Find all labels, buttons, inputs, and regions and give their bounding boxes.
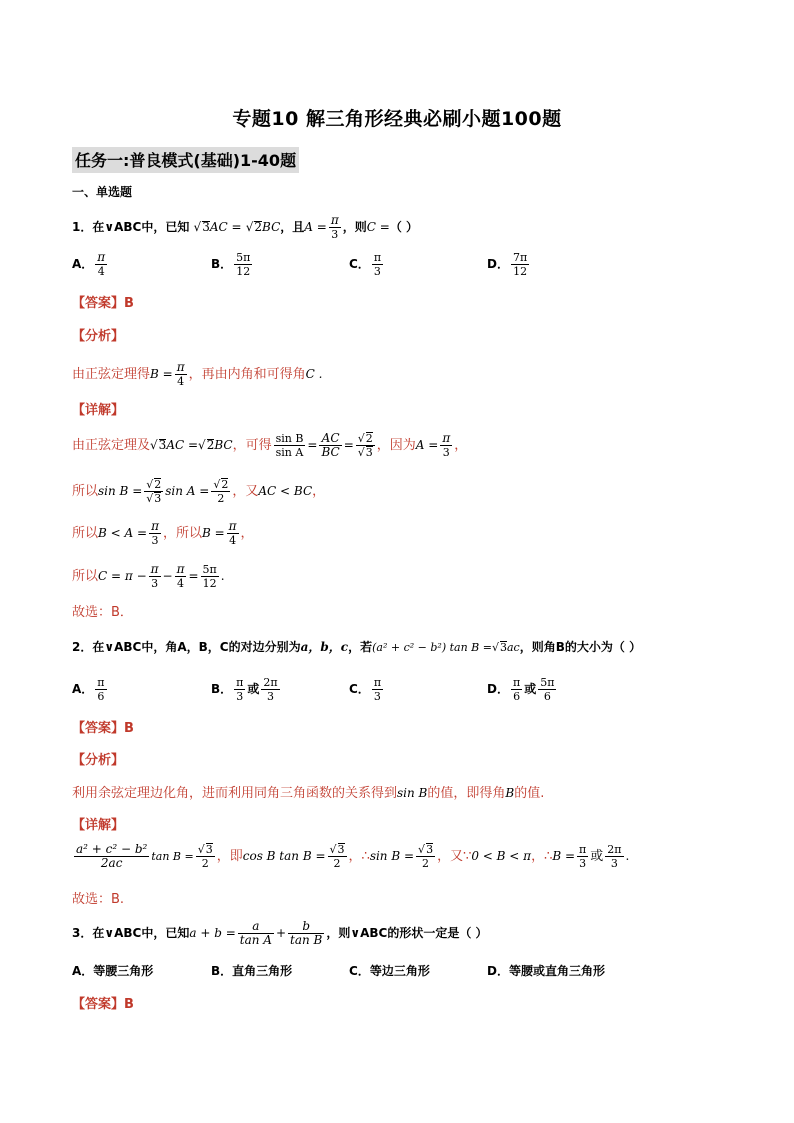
q2-analysis-text: 利用余弦定理边化角，进而利用同角三角函数的关系得到sin B的值，即得角B的值. bbox=[72, 786, 545, 801]
q1-option-b[interactable]: B． $\frac{5\pi}{12}$ bbox=[211, 251, 251, 278]
q1-option-c[interactable]: C． $\frac{\pi}{3}$ bbox=[349, 251, 382, 278]
q1-option-a[interactable]: A． $\frac{\pi}{4}$ bbox=[72, 250, 106, 278]
q3-option-c[interactable]: C．等边三角形 bbox=[349, 964, 430, 978]
fraction: $\frac{\pi}{3}$ bbox=[330, 213, 339, 241]
q3-option-a[interactable]: A．等腰三角形 bbox=[72, 964, 154, 978]
q1-conclusion: 故选：B． bbox=[72, 605, 133, 620]
page-title: 专题10 解三角形经典必刷小题100题 bbox=[232, 108, 562, 130]
q1-detail-label: 【详解】 bbox=[72, 403, 125, 418]
q1-analysis-label: 【分析】 bbox=[72, 329, 125, 344]
q2-option-b[interactable]: B． $\frac{\pi}{3}$ 或 $\frac{2\pi}{3}$ bbox=[211, 676, 278, 703]
question-2-stem: 2．在∨ABC中，角A，B，C的对边分别为a，b，c，若(a² + c² − b²) tan B =√3ac，则角B的大小为（ ） bbox=[72, 640, 642, 654]
question-1-stem: 1．在∨ABC中，已知 √3AC = √2BC，且A = $\frac{\pi}{3}$ ，则C =（ ） bbox=[72, 213, 418, 241]
task-heading: 任务一:普良模式(基础)1-40题 bbox=[72, 147, 299, 173]
q2-conclusion: 故选：B. bbox=[72, 892, 125, 907]
q1-detail-line-3: 所以B < A = $\frac{\pi}{3}$ ，所以B = $\frac{\pi}{4}$ ， bbox=[72, 519, 254, 547]
q2-option-c[interactable]: C． $\frac{\pi}{3}$ bbox=[349, 676, 382, 703]
q1-analysis-text: 由正弦定理得B = $\frac{\pi}{4}$ ，再由内角和可得角C . bbox=[72, 360, 323, 388]
q2-detail-line: $\frac{\text{a² + c² − b²}}{2ac}$ tan B = $\frac{√3}{2}$ ，即cos B tan B = $\frac{√3}{2}$ ，∴sin B = $\frac{√3}{2}$ ，又∵0 < B < π，∴B = $\frac{\pi}{3}$ 或 $\frac{2\pi}{3}$ . bbox=[76, 842, 630, 870]
q1-detail-line-1: 由正弦定理及√3AC =√2BC，可得 $\frac{\text{sin B}}{\text{sin A}}$ = $\frac{AC}{BC}$ = $\frac{√2}{√3}$ ，因为A = $\frac{\pi}{3}$ ， bbox=[72, 431, 468, 459]
q1-detail-line-4: 所以C = π − $\frac{\pi}{3}$ − $\frac{\pi}{4}$ = $\frac{5\pi}{12}$ . bbox=[72, 562, 225, 590]
q2-option-d[interactable]: D． $\frac{\pi}{6}$ 或 $\frac{5\pi}{6}$ bbox=[487, 676, 555, 703]
q3-option-b[interactable]: B．直角三角形 bbox=[211, 964, 293, 978]
q1-detail-line-2: 所以sin B = $\frac{√2}{√3}$ sin A = $\frac{√2}{2}$ ，又AC < BC， bbox=[72, 478, 326, 505]
q2-option-a[interactable]: A． $\frac{\pi}{6}$ bbox=[72, 676, 105, 703]
q3-option-d[interactable]: D．等腰或直角三角形 bbox=[487, 964, 605, 978]
q2-answer: 【答案】B bbox=[72, 721, 134, 736]
q1-answer: 【答案】B bbox=[72, 296, 134, 311]
section-heading: 一、单选题 bbox=[72, 185, 133, 199]
q3-answer: 【答案】B bbox=[72, 997, 134, 1012]
q1-option-d[interactable]: D． $\frac{7\pi}{12}$ bbox=[487, 251, 528, 278]
q2-detail-label: 【详解】 bbox=[72, 818, 125, 833]
q2-analysis-label: 【分析】 bbox=[72, 753, 125, 768]
question-3-stem: 3．在∨ABC中，已知a + b = $\frac{a}{\text{tan A}}$ + $\frac{b}{\text{tan B}}$ ，则∨ABC的形状一定是（ ） bbox=[72, 919, 488, 947]
